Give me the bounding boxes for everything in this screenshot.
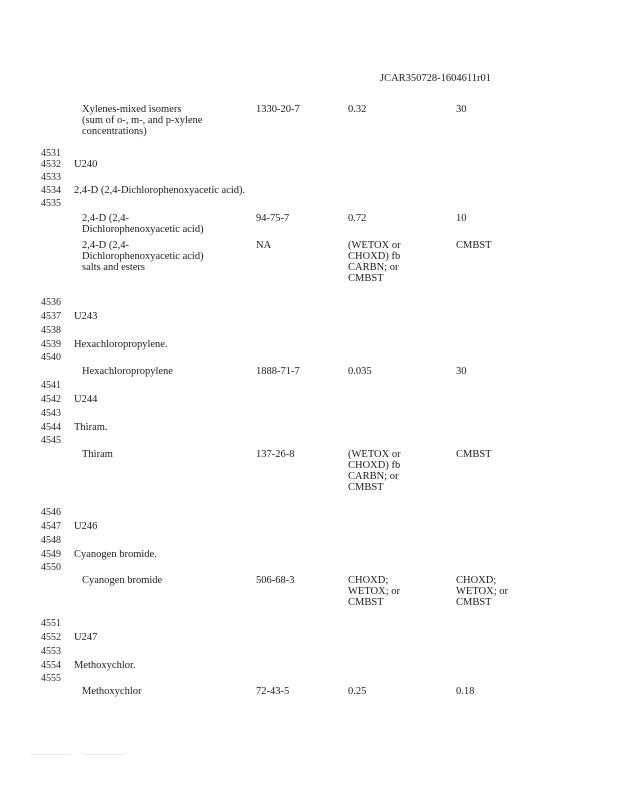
line-number: 4545 [41,435,61,446]
cell-constituent: 2,4-D (2,4- Dichlorophenoxyacetic acid) salts and esters [82,240,204,273]
line-number: 4546 [41,507,61,518]
section-heading: Hexachloropropylene. [74,339,168,350]
line-number: 4541 [41,380,61,391]
cell-cas: NA [256,240,272,251]
cell-nonwastewater: 30 [456,366,467,377]
cell-constituent: Xylenes-mixed isomers (sum of o-, m-, and p-xylene concentrations) [82,104,203,137]
cell-nonwastewater: CHOXD; WETOX; or CMBST [456,575,509,608]
line-number: 4553 [41,646,61,657]
line-number: 4551 [41,618,61,629]
line-number: 4548 [41,535,61,546]
section-heading: U244 [74,394,98,405]
cell-constituent: 2,4-D (2,4- Dichlorophenoxyacetic acid) [82,213,204,235]
line-number: 4542 [41,394,61,405]
cell-cas: 1330-20-7 [256,104,300,115]
line-number: 4547 [41,521,61,532]
line-number: 4533 [41,172,61,183]
line-number: 4531 [41,148,61,159]
cell-nonwastewater: CMBST [456,240,492,251]
cell-wastewater: 0.72 [348,213,367,224]
line-number: 4555 [41,673,61,684]
section-heading: Methoxychlor. [74,660,136,671]
cell-cas: 506-68-3 [256,575,295,586]
line-number: 4532 [41,159,61,170]
line-number: 4552 [41,632,61,643]
section-heading: Thiram. [74,422,108,433]
section-heading: U246 [74,521,98,532]
cell-wastewater: 0.035 [348,366,372,377]
section-heading: 2,4-D (2,4-Dichlorophenoxyacetic acid). [74,185,246,196]
cell-nonwastewater: 0.18 [456,686,475,697]
line-number: 4535 [41,198,61,209]
cell-cas: 94-75-7 [256,213,290,224]
cell-cas: 137-26-8 [256,449,295,460]
page-smudge [84,754,124,755]
section-heading: Cyanogen bromide. [74,549,157,560]
document-code: JCAR350728-1604611r01 [380,73,492,84]
cell-nonwastewater: 30 [456,104,467,115]
line-number: 4536 [41,297,61,308]
cell-wastewater: 0.32 [348,104,367,115]
line-number: 4538 [41,325,61,336]
line-number: 4540 [41,352,61,363]
line-number: 4544 [41,422,61,433]
cell-nonwastewater: CMBST [456,449,492,460]
line-number: 4549 [41,549,61,560]
line-number: 4537 [41,311,61,322]
cell-wastewater: (WETOX or CHOXD) fb CARBN; or CMBST [348,240,401,284]
cell-nonwastewater: 10 [456,213,467,224]
cell-cas: 1888-71-7 [256,366,300,377]
cell-constituent: Cyanogen bromide [82,575,163,586]
cell-wastewater: (WETOX or CHOXD) fb CARBN; or CMBST [348,449,401,493]
cell-constituent: Thiram [82,449,113,460]
cell-constituent: Hexachloropropylene [82,366,173,377]
line-number: 4543 [41,408,61,419]
cell-cas: 72-43-5 [256,686,290,697]
cell-wastewater: CHOXD; WETOX; or CMBST [348,575,401,608]
line-number: 4539 [41,339,61,350]
line-number: 4534 [41,185,61,196]
page-smudge [30,754,70,755]
cell-wastewater: 0.25 [348,686,367,697]
line-number: 4550 [41,562,61,573]
section-heading: U240 [74,159,98,170]
line-number: 4554 [41,660,61,671]
section-heading: U243 [74,311,98,322]
section-heading: U247 [74,632,98,643]
cell-constituent: Methoxychlor [82,686,142,697]
